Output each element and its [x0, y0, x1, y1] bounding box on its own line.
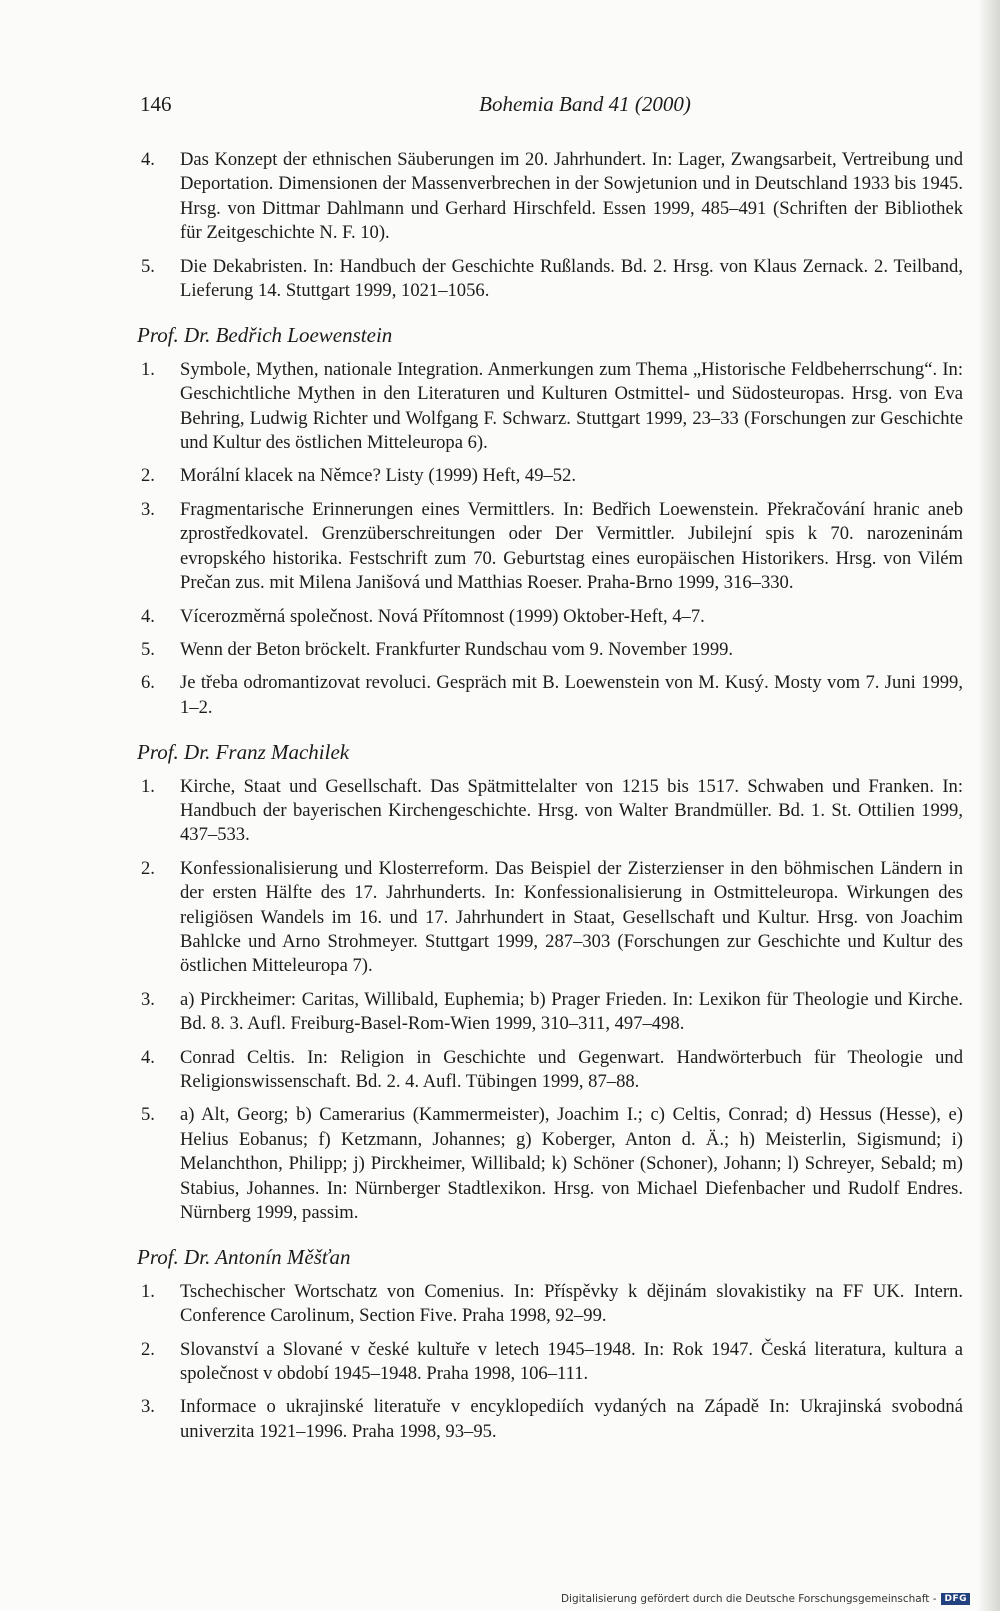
entry-text: Je třeba odromantizovat revoluci. Gespräch mit B. Loewenstein von M. Kusý. Mosty vom 7. Juni 1999, 1–2.: [180, 672, 963, 718]
entry-text: Symbole, Mythen, nationale Integration. Anmerkungen zum Thema „Historische Feldbeherrschung“. In: Geschichtliche Mythen in den Literaturen und Kulturen Ostmittel- und Südosteuropas. Hrsg. von Eva Behring, Ludwig Richter und Wolfgang F. Schwarz. Stuttgart 1999, 23–33 (Forschungen zur Geschichte und Kultur des östlichen Mitteleuropa 6).: [180, 358, 963, 454]
entry-text: Conrad Celtis. In: Religion in Geschichte und Gegenwart. Handwörterbuch für Theologie und Religionswissenschaft. Bd. 2. 4. Aufl. Tübingen 1999, 87–88.: [180, 1046, 963, 1092]
bibliography-entry: [137, 638, 963, 662]
entry-text: Die Dekabristen. In: Handbuch der Geschichte Rußlands. Bd. 2. Hrsg. von Klaus Zernack. 2. Teilband, Lieferung 14. Stuttgart 1999, 1021–1056.: [180, 255, 963, 302]
bibliography-entry: [137, 1046, 963, 1095]
entry-number: 4.: [141, 1046, 155, 1068]
bibliography-entry: [137, 605, 963, 629]
entry-number: 2.: [141, 465, 155, 487]
bibliography-entry: [137, 464, 963, 488]
entry-text: Wenn der Beton bröckelt. Frankfurter Rundschau vom 9. November 1999.: [180, 638, 734, 660]
entry-number: 1.: [141, 775, 155, 797]
entry-number: 4.: [141, 605, 155, 627]
bibliography-entry: [137, 1338, 963, 1387]
bibliography-entry: [137, 1280, 963, 1329]
entry-text: Fragmentarische Erinnerungen eines Vermittlers. In: Bedřich Loewenstein. Překračování hranic aneb zprostředkovatel. Grenzüberschreitungen oder Der Vermittler. Jubilejní spis k 70. narozeninám evropského historika. Festschrift zum 70. Geburtstag eines europäischen Historikers. Hrsg. von Vilém Prečan zus. mit Milena Janišová und Matthias Roeser. Praha-Brno 1999, 316–330.: [180, 498, 963, 594]
entry-number: 5.: [141, 638, 155, 660]
author-entry-list: [137, 775, 963, 1226]
bibliography-entry: [137, 857, 963, 979]
bibliography-entry: [137, 1395, 963, 1444]
entry-number: 3.: [141, 1396, 155, 1418]
page-number: 146: [140, 92, 172, 116]
bibliography-entry: [137, 1103, 963, 1225]
credit-text: Digitalisierung gefördert durch die Deutsche Forschungsgemeinschaft -: [560, 1593, 937, 1605]
bibliography-entry: [137, 671, 963, 720]
bibliography-entry: [137, 498, 963, 596]
entry-number: 5.: [141, 1104, 155, 1126]
entry-text: Das Konzept der ethnischen Säuberungen im 20. Jahrhundert. In: Lager, Zwangsarbeit, Vertreibung und Deportation. Dimensionen der Massenverbrechen in der Sowjetunion und in Deutschland 1933 bis 1945. Hrsg. von Dittmar Dahlmann und Gerhard Hirschfeld. Essen 1999, 485–491 (Schriften der Bibliothek für Zeitgeschichte N. F. 10).: [180, 149, 963, 244]
running-title: Bohemia Band 41 (2000): [479, 92, 691, 116]
entry-number: 4.: [141, 149, 155, 170]
entry-text: Informace o ukrajinské literatuře v encyklopediích vydaných na Západě In: Ukrajinská svobodná univerzita 1921–1996. Praha 1998, 93–95.: [180, 1396, 963, 1442]
bibliography-entry: [137, 148, 963, 246]
page-edge-shadow: [978, 0, 1000, 1611]
dfg-logo: DFG: [941, 1593, 970, 1605]
entry-number: 3.: [141, 498, 155, 520]
entry-text: Kirche, Staat und Gesellschaft. Das Spätmittelalter von 1215 bis 1517. Schwaben und Franken. In: Handbuch der bayerischen Kirchengeschichte. Hrsg. von Walter Brandmüller. Bd. 1. St. Ottilien 1999, 437–533.: [180, 775, 963, 846]
author-heading: Prof. Dr. Bedřich Loewenstein: [137, 323, 393, 348]
bibliography-entry: [137, 255, 963, 304]
author-heading: Prof. Dr. Franz Machilek: [137, 740, 350, 765]
entry-number: 1.: [141, 1280, 155, 1302]
entry-number: 6.: [141, 672, 155, 694]
entry-text: Slovanství a Slované v české kultuře v letech 1945–1948. In: Rok 1947. Česká literatura, kultura a společnost v období 1945–1948. Praha 1998, 106–111.: [180, 1338, 963, 1385]
entry-number: 1.: [141, 358, 155, 380]
author-entry-list: [137, 358, 963, 720]
author-sections: [137, 323, 963, 1444]
bibliography-entry: [137, 988, 963, 1037]
digitization-credit: [561, 1593, 970, 1605]
page-header: [140, 92, 970, 126]
entry-text: a) Pirckheimer: Caritas, Willibald, Euphemia; b) Prager Frieden. In: Lexikon für Theologie und Kirche. Bd. 8. 3. Aufl. Freiburg-Basel-Rom-Wien 1999, 310–311, 497–498.: [180, 988, 963, 1035]
entry-text: a) Alt, Georg; b) Camerarius (Kammermeister), Joachim I.; c) Celtis, Conrad; d) Hessus (Hesse), e) Helius Eobanus; f) Ketzmann, Johannes; g) Koberger, Anton d. Ä.; h) Meisterlin, Sigismund; i) Melanchthon, Philipp; j) Pirckheimer, Willibald; k) Schöner (Schoner), Johann; l) Schreyer, Sebald; m) Stabius, Johannes. In: Nürnberger Stadtlexikon. Hrsg. von Michael Diefenbacher und Rudolf Endres. Nürnberg 1999, passim.: [180, 1104, 963, 1224]
author-heading: Prof. Dr. Antonín Měšťan: [137, 1245, 351, 1270]
bibliography-entry: [137, 775, 963, 848]
entry-number: 2.: [141, 857, 155, 879]
entry-text: Tschechischer Wortschatz von Comenius. In: Příspěvky k dějinám slovakistiky na FF UK. Intern. Conference Carolinum, Section Five. Praha 1998, 92–99.: [180, 1280, 963, 1327]
entry-text: Vícerozměrná společnost. Nová Přítomnost (1999) Oktober-Heft, 4–7.: [180, 605, 705, 627]
entry-text: Morální klacek na Němce? Listy (1999) Heft, 49–52.: [180, 465, 577, 487]
author-entry-list: [137, 1280, 963, 1444]
entry-text: Konfessionalisierung und Klosterreform. Das Beispiel der Zisterzienser in den böhmischen Ländern in der ersten Hälfte des 17. Jahrhunderts. In: Konfessionalisierung in Ostmitteleuropa. Wirkungen des religiösen Wandels im 16. und 17. Jahrhundert in Staat, Gesellschaft und Kultur. Hrsg. von Joachim Bahlcke und Arno Strohmeyer. Stuttgart 1999, 287–303 (Forschungen zur Geschichte und Kultur des östlichen Mitteleuropa 7).: [180, 857, 963, 977]
bibliography-content: [137, 148, 963, 1453]
bibliography-entry: [137, 358, 963, 456]
entry-number: 2.: [141, 1338, 155, 1360]
entry-number: 3.: [141, 988, 155, 1010]
entry-number: 5.: [141, 255, 155, 277]
intro-entry-list: [137, 148, 963, 303]
